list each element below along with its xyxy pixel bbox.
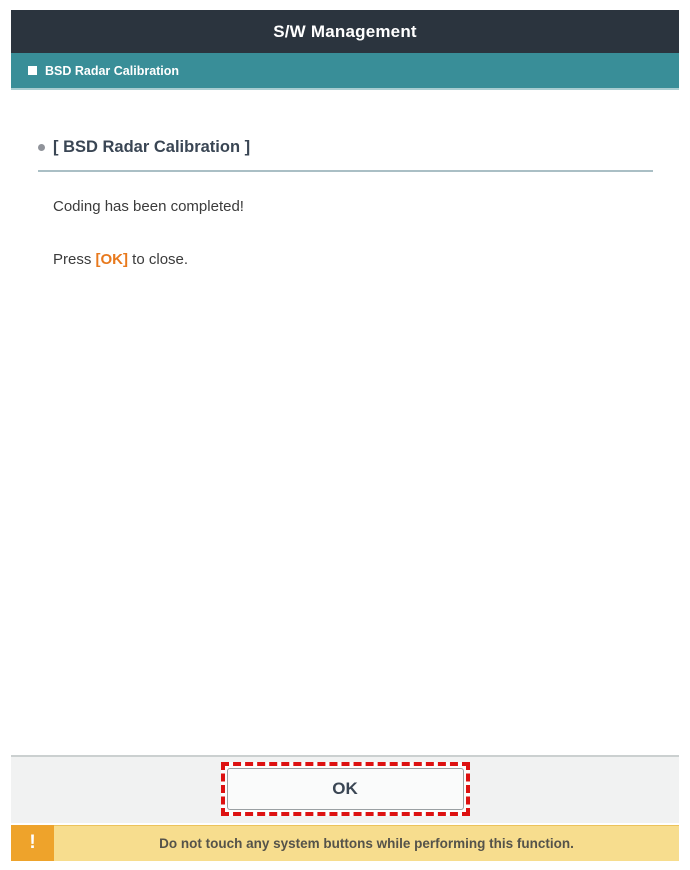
instruction-prefix: Press [53,251,96,268]
section-title: [ BSD Radar Calibration ] [53,138,251,156]
instruction-ok-highlight: [OK] [95,251,129,268]
red-dashed-highlight [221,762,470,816]
app-window [11,10,679,861]
exclamation-icon: ! [11,825,54,861]
function-subheader [11,53,679,90]
instruction-message [53,251,679,268]
status-message: Coding has been completed! [53,198,244,215]
section-title-row [38,138,679,157]
instruction-suffix: to close. [128,251,189,268]
square-bullet-icon [28,66,37,75]
warning-text: Do not touch any system buttons while performing this function. [54,825,679,861]
circle-bullet-icon [38,144,45,151]
footer-bar [11,755,679,823]
function-subheader-label: BSD Radar Calibration [45,63,180,78]
section-divider [38,170,653,172]
main-content [11,90,679,755]
titlebar [11,10,679,53]
warning-bar [11,825,679,861]
ok-button[interactable]: OK [227,768,464,810]
page-title: S/W Management [273,21,417,41]
